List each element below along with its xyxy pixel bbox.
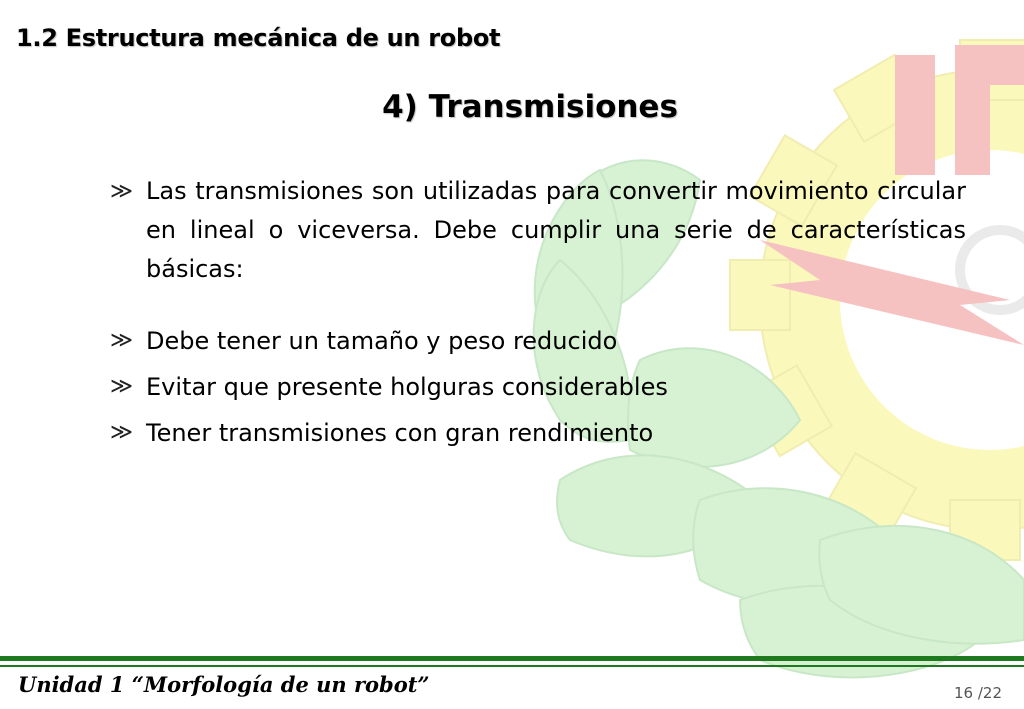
footer-divider-thin (0, 665, 1024, 667)
footer-unit-label: Unidad 1 “Morfología de un robot” (18, 672, 430, 697)
bullet-item-backlash (110, 364, 966, 410)
double-chevron-bullet-icon: ≫ (110, 374, 134, 399)
slide-title: 4) Transmisiones (382, 89, 678, 125)
bullet-list (110, 172, 966, 456)
bullet-text: Tener transmisiones con gran rendimiento (146, 419, 654, 447)
bullet-text: Evitar que presente holguras considerables (146, 373, 668, 401)
bullet-text: Las transmisiones son utilizadas para convertir movimiento circular en lineal o viceversa. Debe cumplir una serie de características básicas: (146, 177, 966, 283)
bullet-text: Debe tener un tamaño y peso reducido (146, 327, 618, 355)
double-chevron-bullet-icon: ≫ (110, 420, 134, 445)
bullet-item-intro (110, 172, 966, 289)
page-number: 16 /22 (954, 684, 1002, 702)
section-title: 1.2 Estructura mecánica de un robot (16, 24, 501, 52)
double-chevron-bullet-icon: ≫ (110, 328, 134, 353)
double-chevron-bullet-icon: ≫ (110, 179, 134, 204)
bullet-item-efficiency (110, 410, 966, 456)
footer-divider-thick (0, 656, 1024, 661)
bullet-item-size-weight (110, 318, 966, 364)
